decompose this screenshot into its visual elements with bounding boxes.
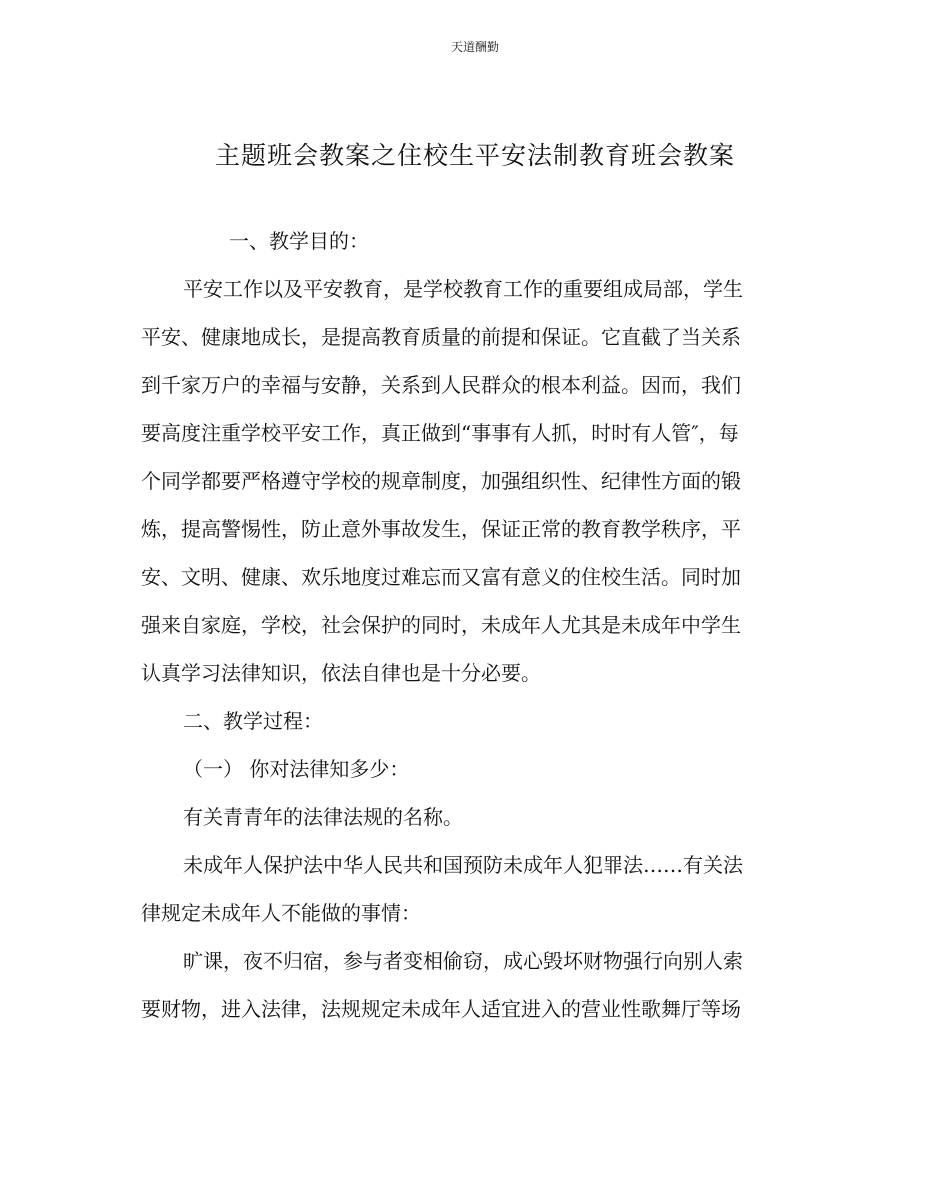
text-line: 旷课，夜不归宿，参与者变相偷窃，成心毁坏财物强行向别人索 (183, 949, 743, 973)
document-title: 主题班会教案之住校生平安法制教育班会教案 (214, 141, 735, 170)
paragraph (141, 217, 811, 265)
paragraph (141, 841, 811, 937)
document-body (141, 217, 811, 1033)
text-line: 要高度注重学校平安工作，真正做到“事事有人抓，时时有人管″，每 (141, 421, 739, 445)
paragraph (141, 265, 811, 697)
paragraph (141, 937, 811, 1033)
text-line: 安、文明、健康、欢乐地度过难忘而又富有意义的住校生活。同时加 (141, 565, 741, 589)
text-line: 律规定未成年人不能做的事情： (141, 901, 421, 925)
paragraph (141, 745, 811, 793)
text-line: 未成年人保护法中华人民共和国预防未成年人犯罪法……有关法 (183, 853, 743, 877)
text-line: （一） 你对法律知多少： (183, 757, 410, 781)
paragraph (141, 793, 811, 841)
page-header: 天道酬勤 (450, 40, 499, 54)
text-line: 炼，提高警惕性，防止意外事故发生，保证正常的教育教学秩序，平 (141, 517, 741, 541)
text-line: 认真学习法律知识，依法自律也是十分必要。 (141, 661, 541, 685)
text-line: 到千家万户的幸福与安静，关系到人民群众的根本利益。因而，我们 (141, 373, 741, 397)
text-line: 平安工作以及平安教育，是学校教育工作的重要组成局部，学生 (183, 277, 743, 301)
text-line: 个同学都要严格遵守学校的规章制度，加强组织性、纪律性方面的锻 (141, 469, 741, 493)
text-line: 二、教学过程： (183, 709, 323, 733)
text-line: 有关青青年的法律法规的名称。 (183, 805, 463, 829)
paragraph (141, 697, 811, 745)
text-line: 要财物，进入法律，法规规定未成年人适宜进入的营业性歌舞厅等场 (141, 997, 741, 1021)
text-line: 平安、健康地成长，是提高教育质量的前提和保证。它直截了当关系 (141, 325, 741, 349)
text-line: 一、教学目的： (229, 229, 369, 253)
text-line: 强来自家庭，学校，社会保护的同时，未成年人尤其是未成年中学生 (141, 613, 741, 637)
